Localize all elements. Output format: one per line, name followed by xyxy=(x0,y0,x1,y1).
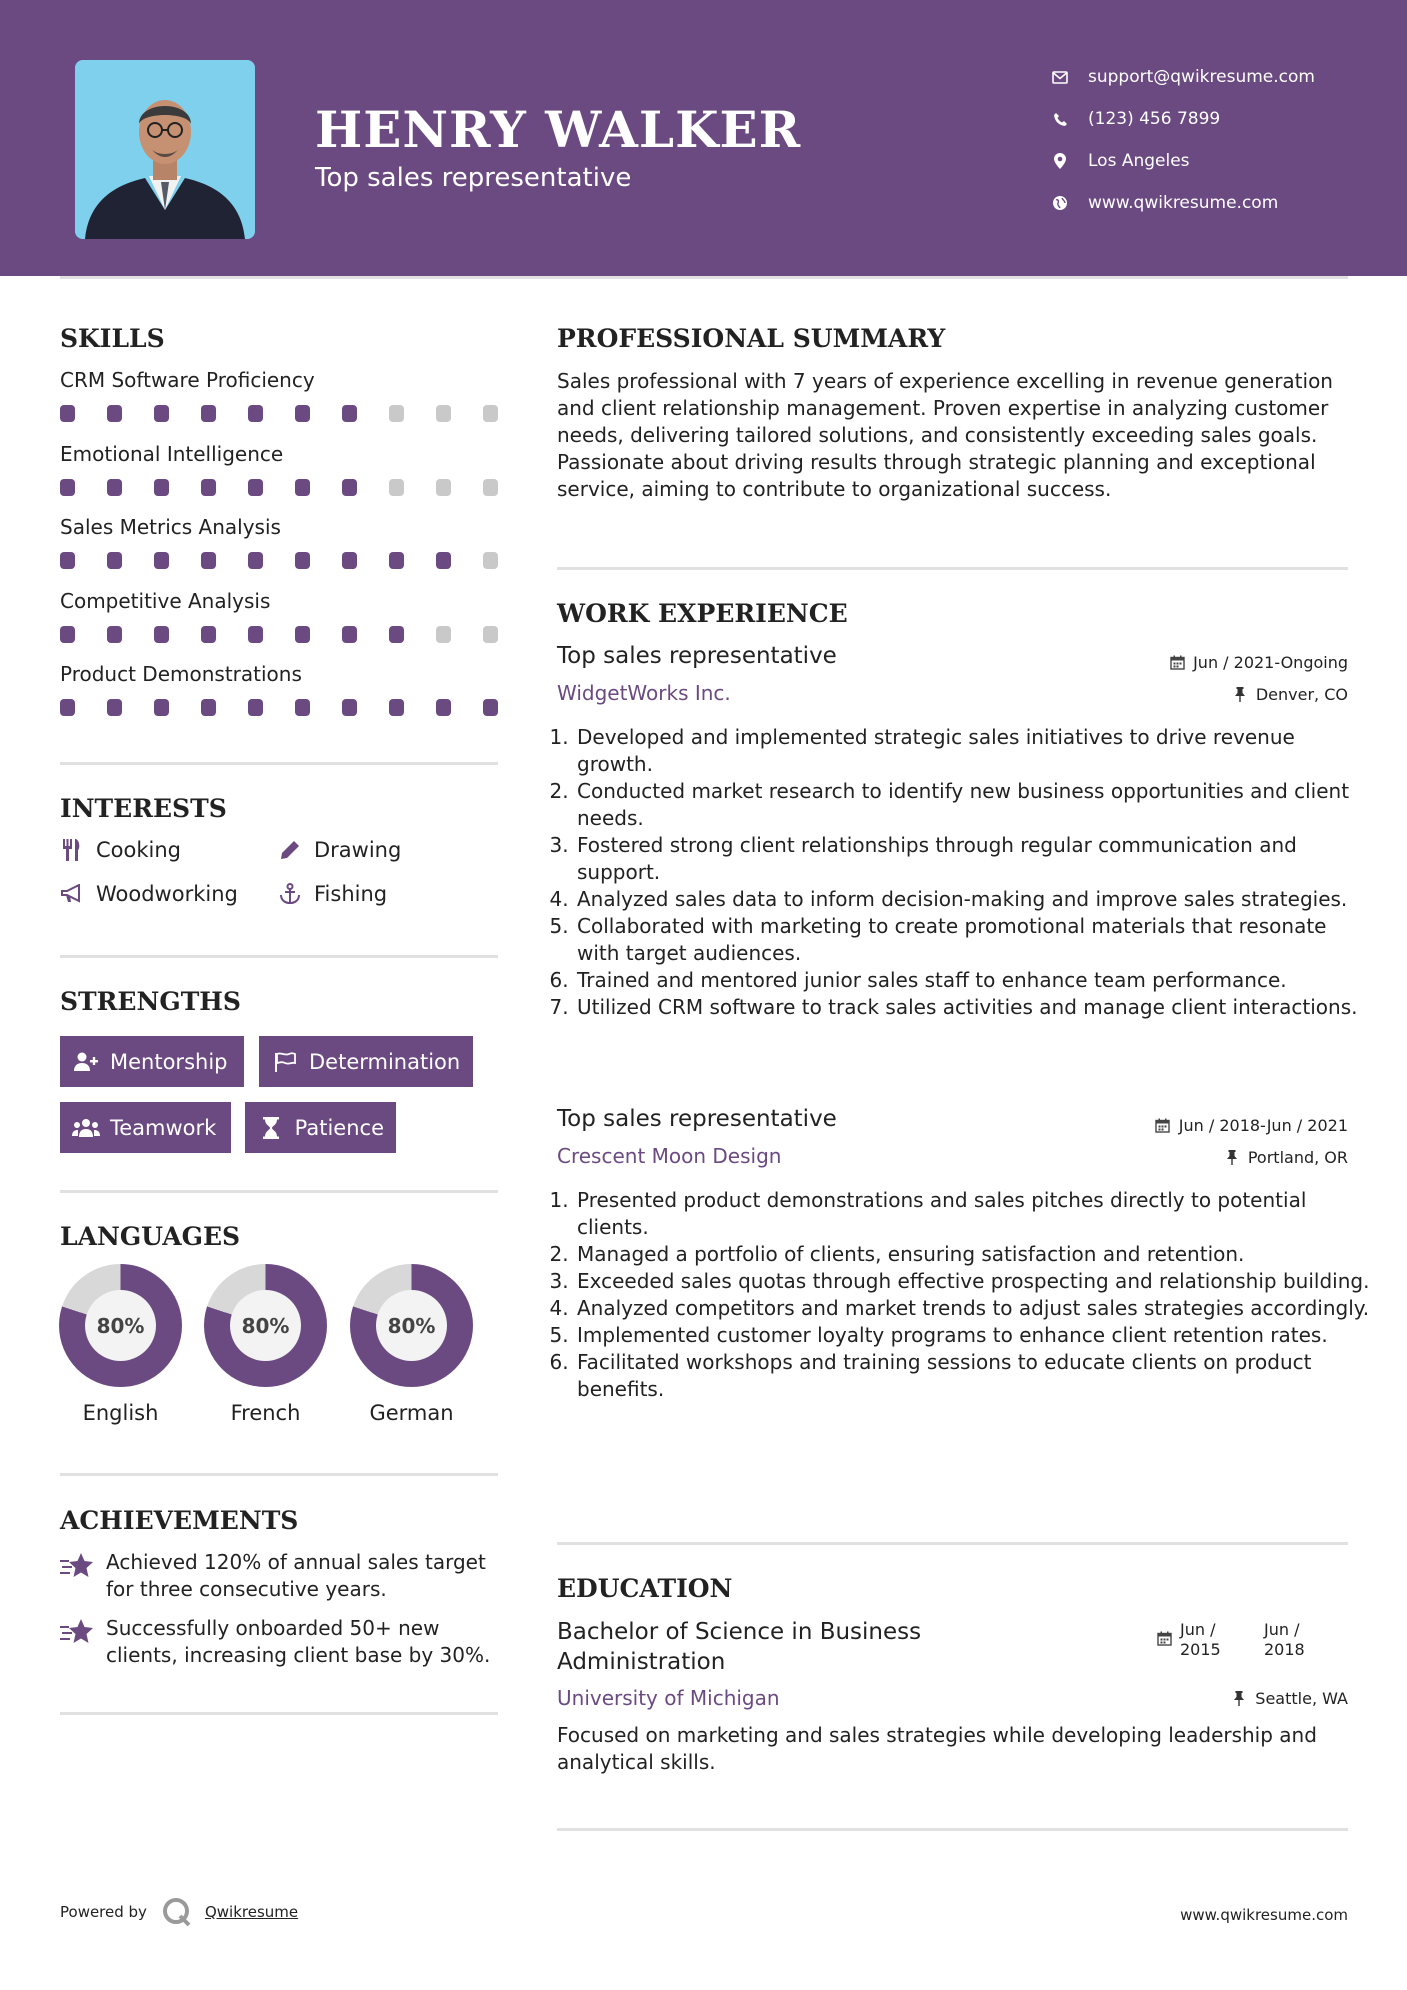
rating-dot xyxy=(342,479,357,496)
interest-woodworking: Woodworking xyxy=(60,882,238,906)
megaphone-icon xyxy=(60,882,84,906)
rating-dot xyxy=(483,405,498,422)
rating-dot xyxy=(342,552,357,569)
job-location: Denver, CO xyxy=(1232,685,1348,704)
company-name: Crescent Moon Design xyxy=(557,1144,782,1168)
rating-dot xyxy=(107,552,122,569)
list-item: 2. Conducted market research to identify new business opportunities and client needs. xyxy=(575,778,1370,832)
rating-dot xyxy=(248,405,263,422)
company-name: WidgetWorks Inc. xyxy=(557,681,731,705)
job-location: Portland, OR xyxy=(1224,1148,1348,1167)
contact-location: Los Angeles xyxy=(1050,140,1315,182)
list-item: 2. Managed a portfolio of clients, ensuring satisfaction and retention. xyxy=(575,1241,1370,1268)
rating-dot xyxy=(389,626,404,643)
list-item: 6. Facilitated workshops and training sessions to educate clients on product benefits. xyxy=(575,1349,1370,1403)
user-plus-icon xyxy=(72,1050,100,1074)
rating-dot xyxy=(154,552,169,569)
rating-dot xyxy=(389,405,404,422)
interests-divider xyxy=(60,955,498,958)
list-item: 4. Analyzed competitors and market trends to adjust sales strategies accordingly. xyxy=(575,1295,1370,1322)
job-date: Jun / 2021-Ongoing xyxy=(1169,653,1348,672)
list-item: 1. Presented product demonstrations and sales pitches directly to potential clients. xyxy=(575,1187,1370,1241)
education-heading: EDUCATION xyxy=(557,1574,733,1603)
rating-dot xyxy=(436,699,451,716)
rating-dot xyxy=(483,626,498,643)
skill-name: Competitive Analysis xyxy=(60,588,271,613)
map-pin-icon xyxy=(1050,151,1070,171)
achievement-item: Achieved 120% of annual sales target for three consecutive years. xyxy=(60,1549,505,1603)
rating-dot xyxy=(201,626,216,643)
rating-dot xyxy=(389,699,404,716)
list-item: 5. Collaborated with marketing to create promotional materials that resonate with target audiences. xyxy=(575,913,1370,967)
education-end-date: Jun / 2018 xyxy=(1264,1620,1305,1659)
rating-dot xyxy=(295,626,310,643)
rating-dot xyxy=(201,405,216,422)
rating-dot xyxy=(436,552,451,569)
interests-heading: INTERESTS xyxy=(60,794,227,823)
interest-fishing: Fishing xyxy=(278,882,387,906)
pushpin-icon xyxy=(1232,687,1248,703)
achievement-item: Successfully onboarded 50+ new clients, increasing client base by 30%. xyxy=(60,1615,505,1669)
profile-photo xyxy=(75,60,255,239)
interest-drawing: Drawing xyxy=(278,838,401,862)
summary-heading: PROFESSIONAL SUMMARY xyxy=(557,324,946,353)
envelope-icon xyxy=(1050,67,1070,87)
rating-dot xyxy=(107,405,122,422)
contact-list xyxy=(1050,56,1315,224)
job-title: Top sales representative xyxy=(557,1106,837,1132)
rating-dot xyxy=(201,479,216,496)
skill-name: Emotional Intelligence xyxy=(60,441,284,466)
rating-dot xyxy=(483,552,498,569)
contact-email[interactable]: support@qwikresume.com xyxy=(1050,56,1315,98)
rating-dot xyxy=(342,699,357,716)
degree-title: Bachelor of Science in Business Administration xyxy=(557,1619,922,1675)
hourglass-icon xyxy=(257,1116,285,1140)
rating-dot xyxy=(483,479,498,496)
qwikresume-logo-icon xyxy=(161,1896,193,1928)
list-item: 7. Utilized CRM software to track sales activities and manage client interactions. xyxy=(575,994,1370,1021)
rating-dot xyxy=(154,405,169,422)
rating-dot xyxy=(248,552,263,569)
strength-mentorship: Mentorship xyxy=(60,1036,244,1087)
candidate-name: HENRY WALKER xyxy=(315,100,802,159)
footer-brand-link[interactable]: Qwikresume xyxy=(204,1903,299,1921)
star-icon xyxy=(60,1617,94,1647)
rating-dot xyxy=(389,552,404,569)
list-item: 3. Fostered strong client relationships through regular communication and support. xyxy=(575,832,1370,886)
list-item: 3. Exceeded sales quotas through effective prospecting and relationship building. xyxy=(575,1268,1370,1295)
header-divider xyxy=(60,276,1348,279)
job-bullets xyxy=(557,724,1370,1021)
list-item: 4. Analyzed sales data to inform decision-making and improve sales strategies. xyxy=(575,886,1370,913)
rating-dot xyxy=(60,552,75,569)
candidate-title: Top sales representative xyxy=(315,163,632,193)
strengths-heading: STRENGTHS xyxy=(60,987,241,1016)
rating-dot xyxy=(248,479,263,496)
summary-divider xyxy=(557,567,1348,570)
calendar-icon xyxy=(1169,655,1185,671)
strengths-divider xyxy=(60,1190,498,1193)
calendar-icon xyxy=(1155,1118,1171,1134)
school-name: University of Michigan xyxy=(557,1686,780,1710)
users-icon xyxy=(72,1116,100,1140)
rating-dot xyxy=(60,405,75,422)
rating-dot xyxy=(436,405,451,422)
language-ring: 80% xyxy=(59,1264,182,1387)
language-french: 80% French xyxy=(204,1264,327,1425)
rating-dot xyxy=(248,626,263,643)
contact-website[interactable]: www.qwikresume.com xyxy=(1050,182,1315,224)
rating-dot xyxy=(201,552,216,569)
calendar-icon xyxy=(1157,1631,1172,1660)
list-item: 1. Developed and implemented strategic sales initiatives to drive revenue growth. xyxy=(575,724,1370,778)
education-location: Seattle, WA xyxy=(1231,1689,1348,1708)
summary-text: Sales professional with 7 years of experience excelling in revenue generation and client relationship management. Proven expertise in analyzing customer needs, delivering tailored solutions, and consistently exceeding sales goals. Passionate about driving results through strategic planning and exceptional service, aiming to contribute to organizational success. xyxy=(557,369,1333,501)
utensils-icon xyxy=(60,838,84,862)
languages-divider xyxy=(60,1473,498,1476)
footer-website[interactable]: www.qwikresume.com xyxy=(1180,1906,1348,1924)
rating-dot xyxy=(342,405,357,422)
rating-dot xyxy=(483,699,498,716)
contact-phone[interactable]: (123) 456 7899 xyxy=(1050,98,1315,140)
rating-dot xyxy=(436,626,451,643)
footer-powered-by: Powered by Qwikresume xyxy=(60,1896,298,1928)
job-title: Top sales representative xyxy=(557,643,837,669)
experience-divider xyxy=(557,1542,1348,1545)
rating-dot xyxy=(107,479,122,496)
interest-cooking: Cooking xyxy=(60,838,181,862)
skill-rating xyxy=(60,405,498,422)
rating-dot xyxy=(295,699,310,716)
skill-rating xyxy=(60,552,498,569)
flag-icon xyxy=(271,1050,299,1074)
language-german: 80% German xyxy=(350,1264,473,1425)
skills-heading: SKILLS xyxy=(60,324,165,353)
skills-divider xyxy=(60,762,498,765)
pencil-icon xyxy=(278,838,302,862)
anchor-icon xyxy=(278,882,302,906)
rating-dot xyxy=(107,626,122,643)
skill-name: CRM Software Proficiency xyxy=(60,368,315,392)
rating-dot xyxy=(60,626,75,643)
job-bullets xyxy=(557,1187,1370,1403)
pushpin-icon xyxy=(1231,1691,1247,1707)
strength-teamwork: Teamwork xyxy=(60,1102,231,1153)
rating-dot xyxy=(60,479,75,496)
rating-dot xyxy=(295,405,310,422)
globe-icon xyxy=(1050,193,1070,213)
rating-dot xyxy=(107,699,122,716)
list-item: 5. Implemented customer loyalty programs to enhance client retention rates. xyxy=(575,1322,1370,1349)
strength-determination: Determination xyxy=(259,1036,473,1087)
education-start-date: Jun / 2015 xyxy=(1180,1620,1221,1659)
phone-icon xyxy=(1050,109,1070,129)
rating-dot xyxy=(436,479,451,496)
skill-name: Sales Metrics Analysis xyxy=(60,515,281,539)
rating-dot xyxy=(154,626,169,643)
skill-rating xyxy=(60,699,498,716)
achievements-heading: ACHIEVEMENTS xyxy=(60,1506,299,1535)
rating-dot xyxy=(295,479,310,496)
skill-name: Product Demonstrations xyxy=(60,662,302,686)
experience-heading: WORK EXPERIENCE xyxy=(557,599,848,628)
rating-dot xyxy=(248,699,263,716)
language-ring: 80% xyxy=(204,1264,327,1387)
rating-dot xyxy=(60,699,75,716)
rating-dot xyxy=(154,479,169,496)
education-description: Focused on marketing and sales strategies while developing leadership and analytical skills. xyxy=(557,1723,1317,1774)
resume-header xyxy=(0,0,1407,276)
education-divider xyxy=(557,1828,1348,1831)
rating-dot xyxy=(295,552,310,569)
rating-dot xyxy=(342,626,357,643)
star-icon xyxy=(60,1551,94,1581)
rating-dot xyxy=(201,699,216,716)
achievements-divider xyxy=(60,1712,498,1715)
pushpin-icon xyxy=(1224,1150,1240,1166)
education-dates xyxy=(1157,1620,1305,1660)
language-ring: 80% xyxy=(350,1264,473,1387)
skill-rating xyxy=(60,626,498,643)
language-english: 80% English xyxy=(59,1264,182,1425)
rating-dot xyxy=(389,479,404,496)
rating-dot xyxy=(154,699,169,716)
list-item: 6. Trained and mentored junior sales staff to enhance team performance. xyxy=(575,967,1370,994)
job-date: Jun / 2018-Jun / 2021 xyxy=(1155,1116,1348,1135)
languages-heading: LANGUAGES xyxy=(60,1222,241,1251)
skill-rating xyxy=(60,479,498,496)
strength-patience: Patience xyxy=(245,1102,396,1153)
